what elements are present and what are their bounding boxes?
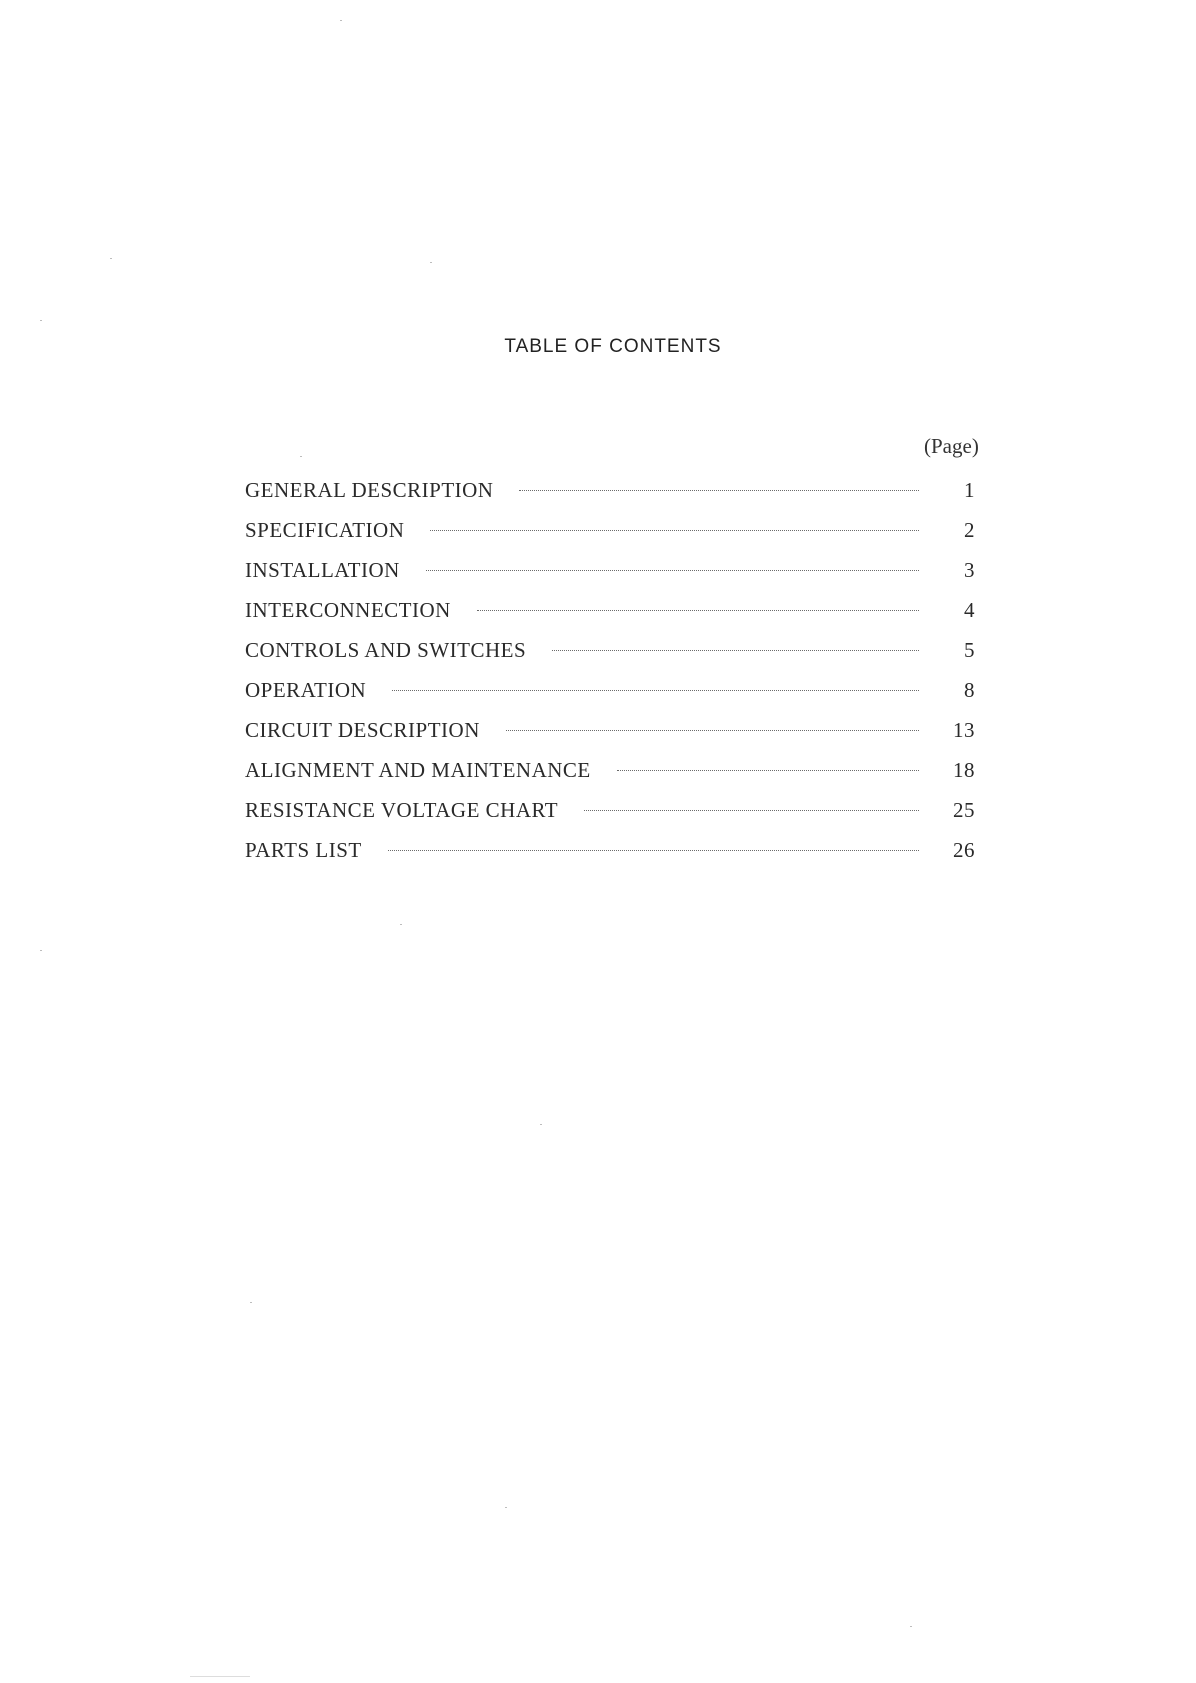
toc-entry	[245, 598, 975, 638]
toc-entry-page: 18	[953, 758, 975, 782]
toc-entry	[245, 558, 975, 598]
dot-leader	[519, 490, 919, 491]
toc-entry	[245, 718, 975, 758]
toc-entry-page: 8	[964, 678, 975, 702]
dot-leader	[506, 730, 919, 731]
dot-leader	[392, 690, 919, 691]
scan-speck	[400, 924, 402, 925]
toc-entry	[245, 838, 975, 878]
scan-speck	[300, 456, 302, 457]
scan-speck	[190, 1676, 250, 1677]
toc-entry-label: SPECIFICATION	[245, 518, 405, 542]
scan-speck	[430, 262, 432, 263]
scan-speck	[340, 20, 342, 21]
dot-leader	[426, 570, 919, 571]
toc-entry-page: 26	[953, 838, 975, 862]
dot-leader	[430, 530, 919, 531]
toc-entry-label: CONTROLS AND SWITCHES	[245, 638, 527, 662]
toc-entry	[245, 518, 975, 558]
toc-entry-page: 25	[953, 798, 975, 822]
toc-entry-label: CIRCUIT DESCRIPTION	[245, 718, 480, 742]
toc-entry-page: 4	[964, 598, 975, 622]
scan-speck	[40, 320, 42, 321]
toc-entry-page: 5	[964, 638, 975, 662]
dot-leader	[477, 610, 919, 611]
dot-leader	[584, 810, 919, 811]
page-column-header: (Page)	[924, 434, 979, 458]
toc-entry-page: 13	[953, 718, 975, 742]
toc-entry-label: INTERCONNECTION	[245, 598, 451, 622]
toc-entry-page: 2	[964, 518, 975, 542]
toc-entry	[245, 678, 975, 718]
scan-speck	[910, 1626, 912, 1627]
toc-entry-page: 1	[964, 478, 975, 502]
scan-speck	[40, 950, 42, 951]
toc-entry-label: RESISTANCE VOLTAGE CHART	[245, 798, 559, 822]
toc-entry-label: PARTS LIST	[245, 838, 362, 862]
toc-list	[245, 478, 975, 878]
toc-entry-label: GENERAL DESCRIPTION	[245, 478, 494, 502]
toc-entry	[245, 758, 975, 798]
toc-entry	[245, 638, 975, 678]
scan-speck	[250, 1302, 252, 1303]
scan-speck	[110, 258, 112, 259]
toc-entry-label: INSTALLATION	[245, 558, 400, 582]
toc-entry-label: ALIGNMENT AND MAINTENANCE	[245, 758, 591, 782]
toc-entry	[245, 798, 975, 838]
scan-speck	[540, 1124, 542, 1125]
dot-leader	[388, 850, 919, 851]
toc-entry	[245, 478, 975, 518]
dot-leader	[552, 650, 919, 651]
toc-entry-page: 3	[964, 558, 975, 582]
scan-speck	[505, 1507, 507, 1508]
page-title: TABLE OF CONTENTS	[504, 336, 722, 357]
toc-entry-label: OPERATION	[245, 678, 367, 702]
dot-leader	[617, 770, 919, 771]
